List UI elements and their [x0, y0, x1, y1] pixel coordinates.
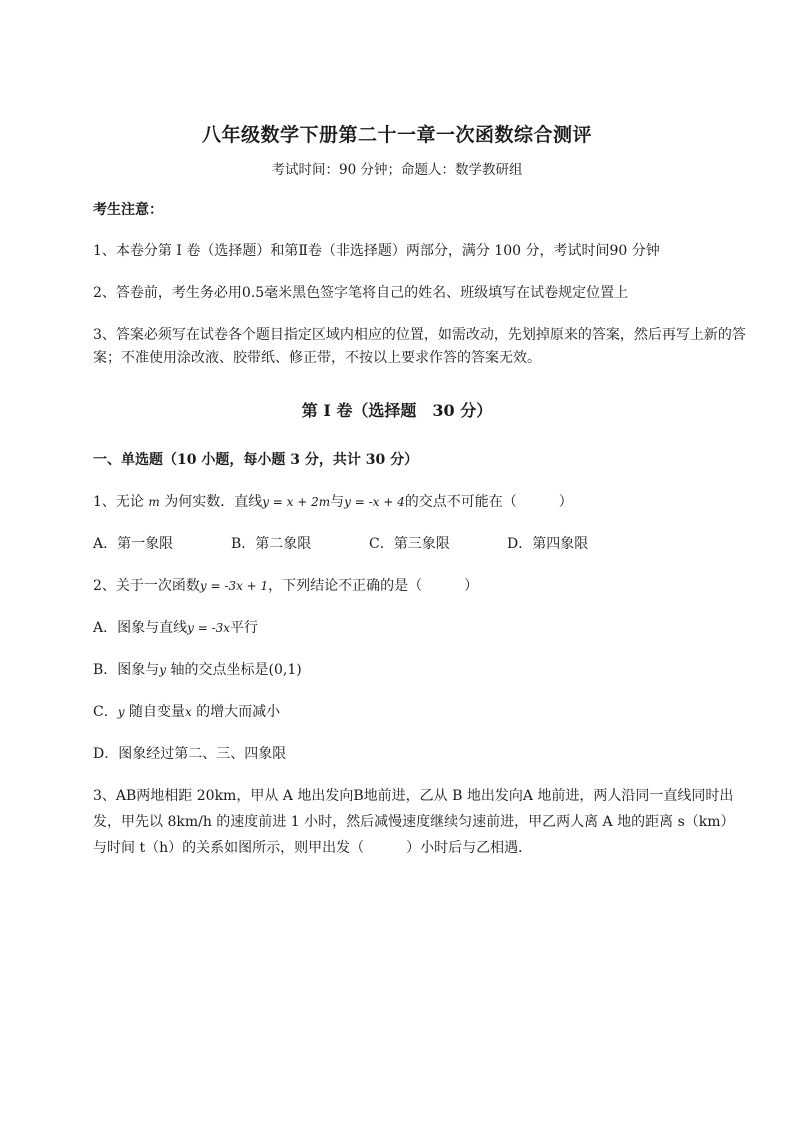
q2-option-c: [93, 701, 754, 724]
q2-suffix: ，下列结论不正确的是（ ）: [268, 578, 479, 594]
q1-option-c: C．第三象限: [369, 536, 450, 552]
q1-suffix: 的交点不可能在（ ）: [404, 494, 573, 510]
q2-option-b-var: y: [159, 663, 167, 677]
q2-option-c-mid: 随自变量: [124, 704, 185, 720]
q2-option-a-pre: A．图象与直线: [93, 620, 188, 636]
q2-option-c-var1: y: [117, 705, 125, 719]
q2-option-c-post: 的增大而减小: [191, 704, 281, 720]
q1-mid2: 与: [330, 494, 345, 510]
page-title: 八年级数学下册第二十一章一次函数综合测评: [201, 124, 592, 146]
notice-heading: 考生注意：: [93, 202, 163, 218]
q2-option-b-pre: B．图象与: [93, 662, 160, 678]
q2-prefix: 2、关于一次函数: [93, 578, 200, 594]
question-1: [93, 491, 754, 514]
q1-option-a: A．第一象限: [93, 536, 174, 552]
q2-option-d: D．图象经过第二、三、四象限: [93, 746, 287, 762]
q2-option-a-post: 平行: [230, 620, 259, 636]
question-1-options: [93, 533, 754, 556]
q2-option-b-post: 轴的交点坐标是(0,1): [166, 662, 302, 678]
part-heading: 一、单选题（10 小题，每小题 3 分，共计 30 分）: [93, 452, 419, 468]
q1-expr2: y = -x + 4: [344, 495, 405, 509]
q1-mid1: 为何实数．直线: [159, 494, 263, 510]
q2-option-c-var2: x: [184, 705, 192, 719]
q2-expr: y = -3x + 1: [199, 579, 269, 593]
notice-item-2: 2、答卷前，考生务必用0.5毫米黑色签字笔将自己的姓名、班级填写在试卷规定位置上: [93, 285, 629, 301]
question-3-line-1: 3、AB两地相距 20km，甲从 A 地出发向B地前进，乙从 B 地出发向A 地前进，两人沿同一直线同时出: [93, 788, 734, 804]
q1-expr1: y = x + 2m: [262, 495, 331, 509]
q1-option-b: B．第二象限: [231, 536, 312, 552]
question-3-line-3: 与时间 t（h）的关系如图所示，则甲出发（ ）小时后与乙相遇．: [93, 840, 533, 856]
question-3-line-2: 发，甲先以 8km/h 的速度前进 1 小时，然后减慢速度继续匀速前进，甲乙两人离 A 地的距离 s（km）: [93, 814, 735, 830]
q2-option-b: [93, 659, 754, 682]
q2-option-a-expr: y = -3x: [187, 621, 231, 635]
q2-option-c-pre: C．: [93, 704, 118, 720]
q1-prefix: 1、无论: [93, 494, 149, 510]
notice-item-3: 3、答案必须写在试卷各个题目指定区域内相应的位置，如需改动，先划掉原来的答案，然后再写上新的答案；不准使用涂改液、胶带纸、修正带，不按以上要求作答的答案无效。: [93, 327, 746, 366]
exam-subtitle: 考试时间：90 分钟；命题人：数学教研组: [271, 162, 523, 178]
q1-var-m: m: [148, 495, 160, 509]
section-title: 第 I 卷（选择题 30 分）: [301, 401, 493, 420]
question-2: [93, 575, 754, 598]
q1-option-d: D．第四象限: [507, 536, 589, 552]
q2-option-a: [93, 617, 754, 640]
notice-item-1: 1、本卷分第 I 卷（选择题）和第Ⅱ卷（非选择题）两部分，满分 100 分，考试时间90 分钟: [93, 243, 660, 259]
